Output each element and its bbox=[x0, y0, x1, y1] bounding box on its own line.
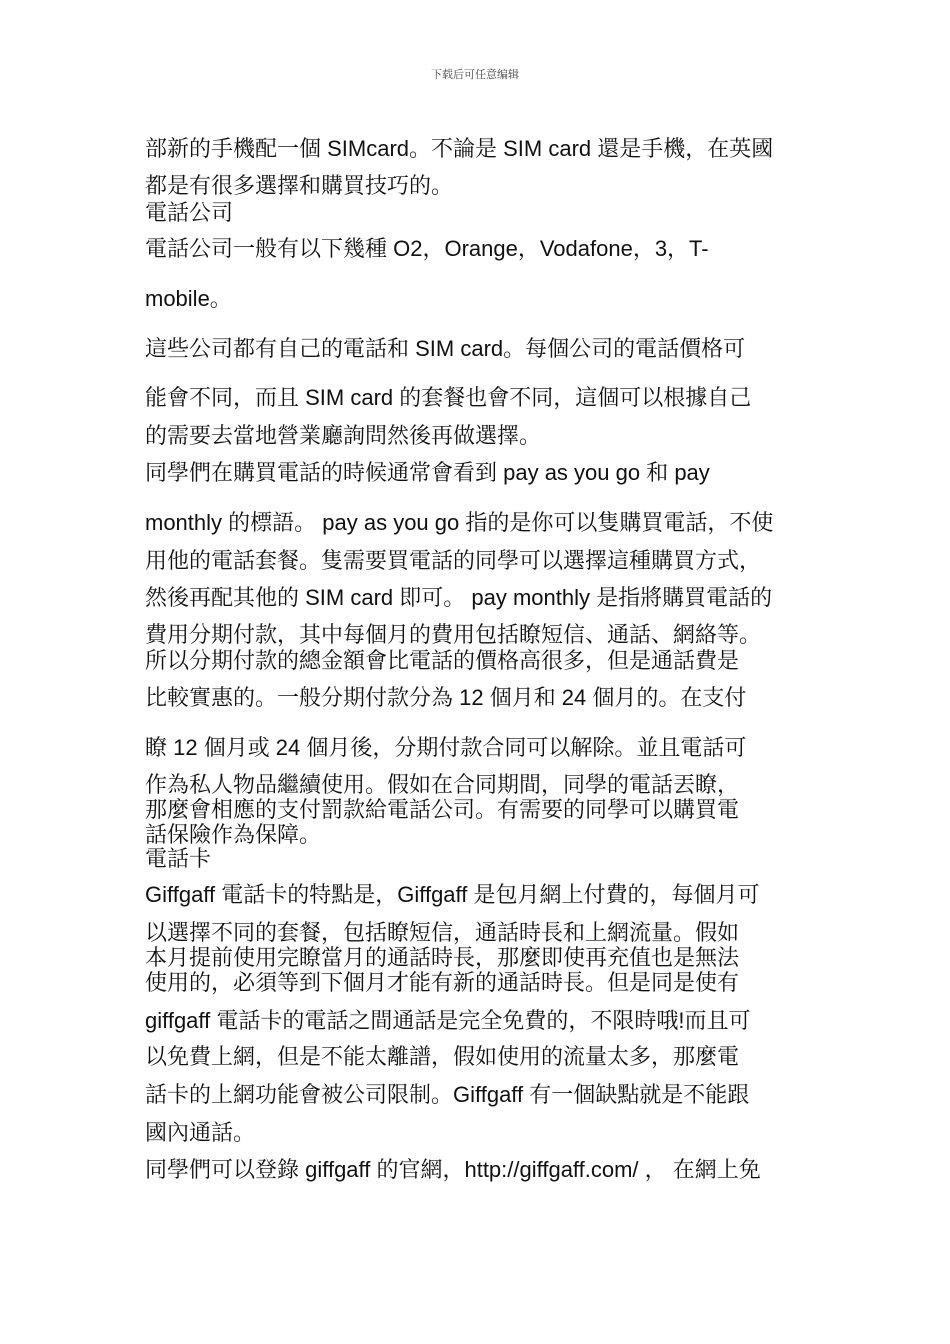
text-line: 然後再配其他的 SIM card 即可。 pay monthly 是指將購買電話的 bbox=[145, 585, 773, 610]
page-header: 下载后可任意编辑 bbox=[431, 68, 519, 81]
text-line: 比較實惠的。一般分期付款分為 12 個月和 24 個月的。在支付 bbox=[145, 685, 747, 710]
text-line: Giffgaff 電話卡的特點是，Giffgaff 是包月網上付費的，每個月可 bbox=[145, 882, 760, 907]
text-line: 這些公司都有自己的電話和 SIM card。每個公司的電話價格可 bbox=[145, 336, 746, 361]
text-line: 費用分期付款，其中每個月的費用包括瞭短信、通話、網絡等。 bbox=[145, 622, 762, 647]
text-line: 以免費上網，但是不能太離譜，假如使用的流量太多，那麼電 bbox=[145, 1044, 740, 1069]
text-line: 話保險作為保障。 bbox=[145, 822, 322, 847]
text-line: 國內通話。 bbox=[145, 1120, 256, 1145]
text-line: 電話公司一般有以下幾種 O2，Orange，Vodafone，3，T- bbox=[145, 236, 709, 261]
text-line: 瞭 12 個月或 24 個月後，分期付款合同可以解除。並且電話可 bbox=[145, 735, 747, 760]
text-line: monthly 的標語。 pay as you go 指的是你可以隻購買電話，不使 bbox=[145, 510, 774, 535]
text-line: 同學們在購買電話的時候通常會看到 pay as you go 和 pay bbox=[145, 460, 710, 485]
text-line: 所以分期付款的總金額會比電話的價格高很多，但是通話費是 bbox=[145, 648, 740, 673]
text-line: 的需要去當地營業廳詢問然後再做選擇。 bbox=[145, 423, 542, 448]
text-line: 使用的，必須等到下個月才能有新的通話時長。但是同是使有 bbox=[145, 970, 740, 995]
text-line: 同學們可以登錄 giffgaff 的官網，http://giffgaff.com/ ， 在網上免 bbox=[145, 1157, 761, 1182]
section-heading-phone-companies: 電話公司 bbox=[145, 200, 234, 225]
text-line: 都是有很多選擇和購買技巧的。 bbox=[145, 173, 454, 198]
text-line: 以選擇不同的套餐，包括瞭短信，通話時長和上網流量。假如 bbox=[145, 920, 740, 945]
text-line: mobile。 bbox=[145, 286, 232, 311]
text-line: 作為私人物品繼續使用。假如在合同期間，同學的電話丟瞭， bbox=[145, 772, 740, 797]
text-line: giffgaff 電話卡的電話之間通話是完全免費的，不限時哦!而且可 bbox=[145, 1008, 751, 1033]
text-line: 用他的電話套餐。隻需要買電話的同學可以選擇這種購買方式， bbox=[145, 548, 762, 573]
text-line: 那麼會相應的支付罰款給電話公司。有需要的同學可以購買電 bbox=[145, 797, 740, 822]
text-line: 部新的手機配一個 SIMcard。不論是 SIM card 還是手機，在英國 bbox=[145, 136, 774, 161]
text-line: 話卡的上網功能會被公司限制。Giffgaff 有一個缺點就是不能跟 bbox=[145, 1082, 750, 1107]
text-line: 本月提前使用完瞭當月的通話時長，那麼即使再充值也是無法 bbox=[145, 945, 740, 970]
section-heading-phone-card: 電話卡 bbox=[145, 846, 212, 871]
text-line: 能會不同，而且 SIM card 的套餐也會不同，這個可以根據自己 bbox=[145, 385, 752, 410]
